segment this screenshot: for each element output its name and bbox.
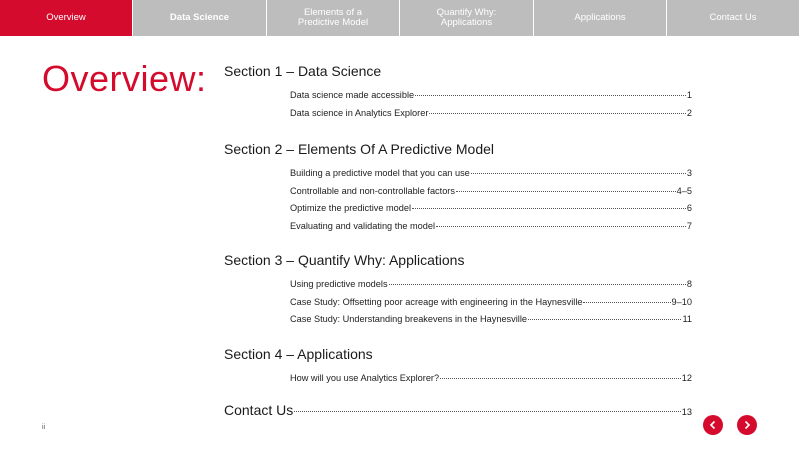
- toc-entry-title: Optimize the predictive model: [290, 203, 412, 213]
- dot-leader: [456, 191, 676, 192]
- toc-entry-title: Data science made accessible: [290, 90, 415, 100]
- toc-entry[interactable]: [290, 276, 692, 294]
- toc-entry-title: Building a predictive model that you can use: [290, 168, 470, 178]
- tab-label: Data Science: [169, 12, 230, 23]
- toc-entry-page: 4–5: [676, 185, 692, 196]
- toc-section: [224, 345, 692, 388]
- toc-entry-page: 9–10: [671, 296, 692, 307]
- page-number: ii: [42, 424, 46, 431]
- toc-entry[interactable]: [290, 183, 692, 201]
- chevron-right-icon: [742, 420, 752, 430]
- top-navigation: [0, 0, 800, 36]
- table-of-contents: [224, 62, 692, 419]
- toc-entry[interactable]: [290, 218, 692, 236]
- toc-entry-page: 2: [686, 107, 692, 118]
- tab-label: Elements of a Predictive Model: [297, 7, 369, 28]
- toc-entry-page: 3: [686, 168, 692, 178]
- toc-entry-page: 6: [686, 203, 692, 213]
- contact-title: Contact Us: [224, 402, 294, 418]
- toc-entry-title: How will you use Analytics Explorer?: [290, 372, 440, 383]
- toc-entry[interactable]: [290, 87, 692, 105]
- contact-us-entry[interactable]: [224, 401, 692, 419]
- tab-quantify-why-applications[interactable]: [400, 0, 534, 36]
- toc-entry[interactable]: [290, 200, 692, 218]
- toc-entry-page: 11: [682, 314, 692, 324]
- dot-leader: [440, 378, 681, 379]
- toc-section: [224, 251, 692, 329]
- dot-leader: [436, 226, 686, 227]
- toc-entry-page: 7: [686, 220, 692, 231]
- toc-entry[interactable]: [290, 370, 692, 388]
- dot-leader: [294, 411, 681, 412]
- toc-entry-title: Case Study: Offsetting poor acreage with engineering in the Haynesville: [290, 296, 583, 307]
- toc-entry-title: Evaluating and validating the model: [290, 220, 436, 231]
- next-page-button[interactable]: [737, 415, 757, 435]
- tab-overview[interactable]: [0, 0, 133, 36]
- tab-label: Contact Us: [709, 12, 757, 23]
- tab-label: Quantify Why: Applications: [436, 7, 497, 28]
- toc-entry-page: 12: [681, 372, 692, 383]
- dot-leader: [583, 302, 670, 303]
- toc-entry-page: 1: [686, 90, 692, 100]
- tab-label: Applications: [574, 12, 626, 23]
- previous-page-button[interactable]: [703, 415, 723, 435]
- tab-elements-of-a-predictive-model[interactable]: [267, 0, 400, 36]
- toc-entry[interactable]: [290, 311, 692, 329]
- section-heading: Section 3 – Quantify Why: Applications: [224, 252, 465, 268]
- tab-contact-us[interactable]: [667, 0, 800, 36]
- toc-entry-title: Case Study: Understanding breakevens in the Haynesville: [290, 314, 527, 324]
- toc-entry-title: Data science in Analytics Explorer: [290, 107, 429, 118]
- toc-entry[interactable]: [290, 105, 692, 123]
- toc-entry-page: 8: [686, 279, 692, 289]
- toc-entry-title: Using predictive models: [290, 279, 388, 289]
- chevron-left-icon: [708, 420, 718, 430]
- toc-section: [224, 140, 692, 235]
- toc-entry-title: Controllable and non-controllable factors: [290, 185, 455, 196]
- dot-leader: [412, 208, 686, 209]
- toc-entry[interactable]: [290, 294, 692, 312]
- toc-section: [224, 62, 692, 122]
- dot-leader: [389, 284, 686, 285]
- contact-page: 13: [681, 407, 692, 417]
- page-title: Overview:: [42, 58, 207, 99]
- dot-leader: [429, 113, 685, 114]
- dot-leader: [528, 319, 681, 320]
- tab-label: Overview: [46, 12, 86, 23]
- tab-applications[interactable]: [534, 0, 667, 36]
- toc-entry[interactable]: [290, 165, 692, 183]
- dot-leader: [471, 173, 686, 174]
- section-heading: Section 4 – Applications: [224, 345, 373, 362]
- section-heading: Section 2 – Elements Of A Predictive Model: [224, 141, 495, 157]
- tab-data-science[interactable]: [133, 0, 267, 36]
- section-heading: Section 1 – Data Science: [224, 63, 382, 79]
- dot-leader: [415, 95, 686, 96]
